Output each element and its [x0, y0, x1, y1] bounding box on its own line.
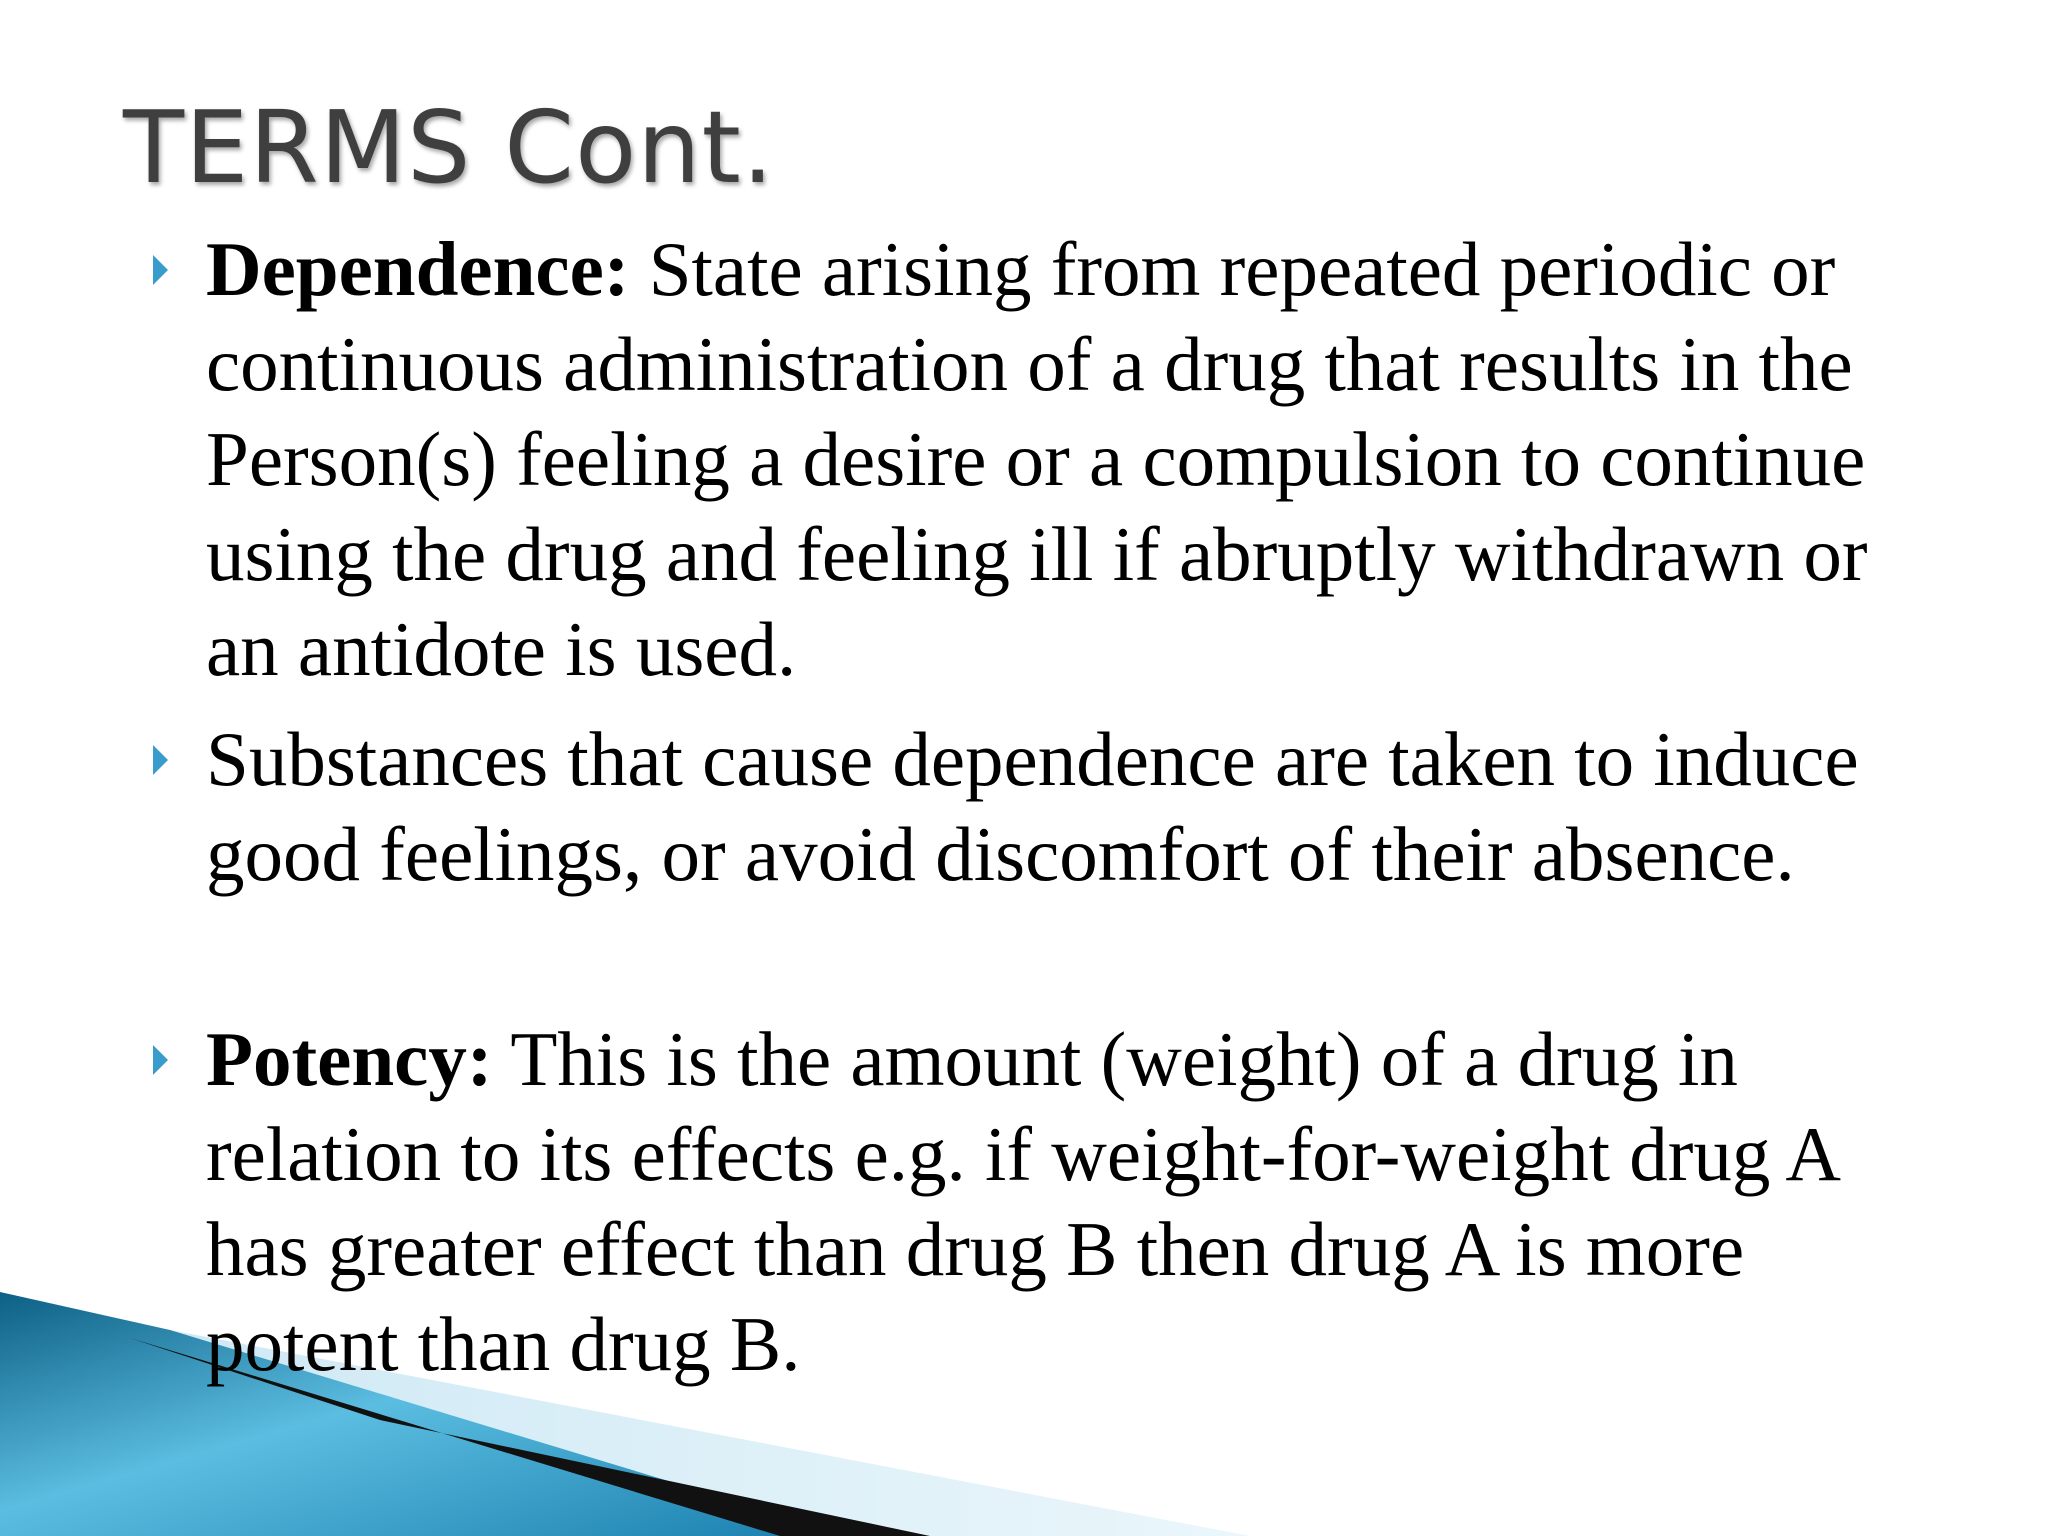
term-label: Dependence:	[206, 226, 630, 312]
bullet-potency	[206, 1012, 1996, 1392]
bullet-dependence	[206, 222, 1996, 697]
bullet-line	[206, 222, 1996, 317]
bullet-line	[206, 1012, 1996, 1107]
bullet-line: continuous administration of a drug that results in the	[206, 321, 1853, 407]
bullet-line: potent than drug B.	[206, 1301, 801, 1387]
bullet-line: using the drug and feeling ill if abruptly withdrawn or	[206, 511, 1868, 597]
bullet-line: relation to its effects e.g. if weight-for-weight drug A	[206, 1111, 1841, 1197]
bullet-line: good feelings, or avoid discomfort of their absence.	[206, 811, 1795, 897]
bullet-line: an antidote is used.	[206, 606, 797, 692]
term-label: Potency:	[206, 1016, 493, 1102]
slide-title: TERMS Cont.	[123, 89, 775, 206]
bullet-line: Substances that cause dependence are taken to induce	[206, 716, 1859, 802]
bullet-line: Person(s) feeling a desire or a compulsion to continue	[206, 416, 1866, 502]
bullet-arrow-icon	[153, 745, 168, 775]
bullet-substances	[206, 712, 1996, 902]
bullet-arrow-icon	[153, 1045, 168, 1075]
definition-text: This is the amount (weight) of a drug in	[492, 1016, 1738, 1102]
bullet-list	[206, 222, 1996, 1392]
bullet-arrow-icon	[153, 255, 168, 285]
bullet-line: has greater effect than drug B then drug A is more	[206, 1206, 1745, 1292]
definition-text: State arising from repeated periodic or	[629, 226, 1836, 312]
